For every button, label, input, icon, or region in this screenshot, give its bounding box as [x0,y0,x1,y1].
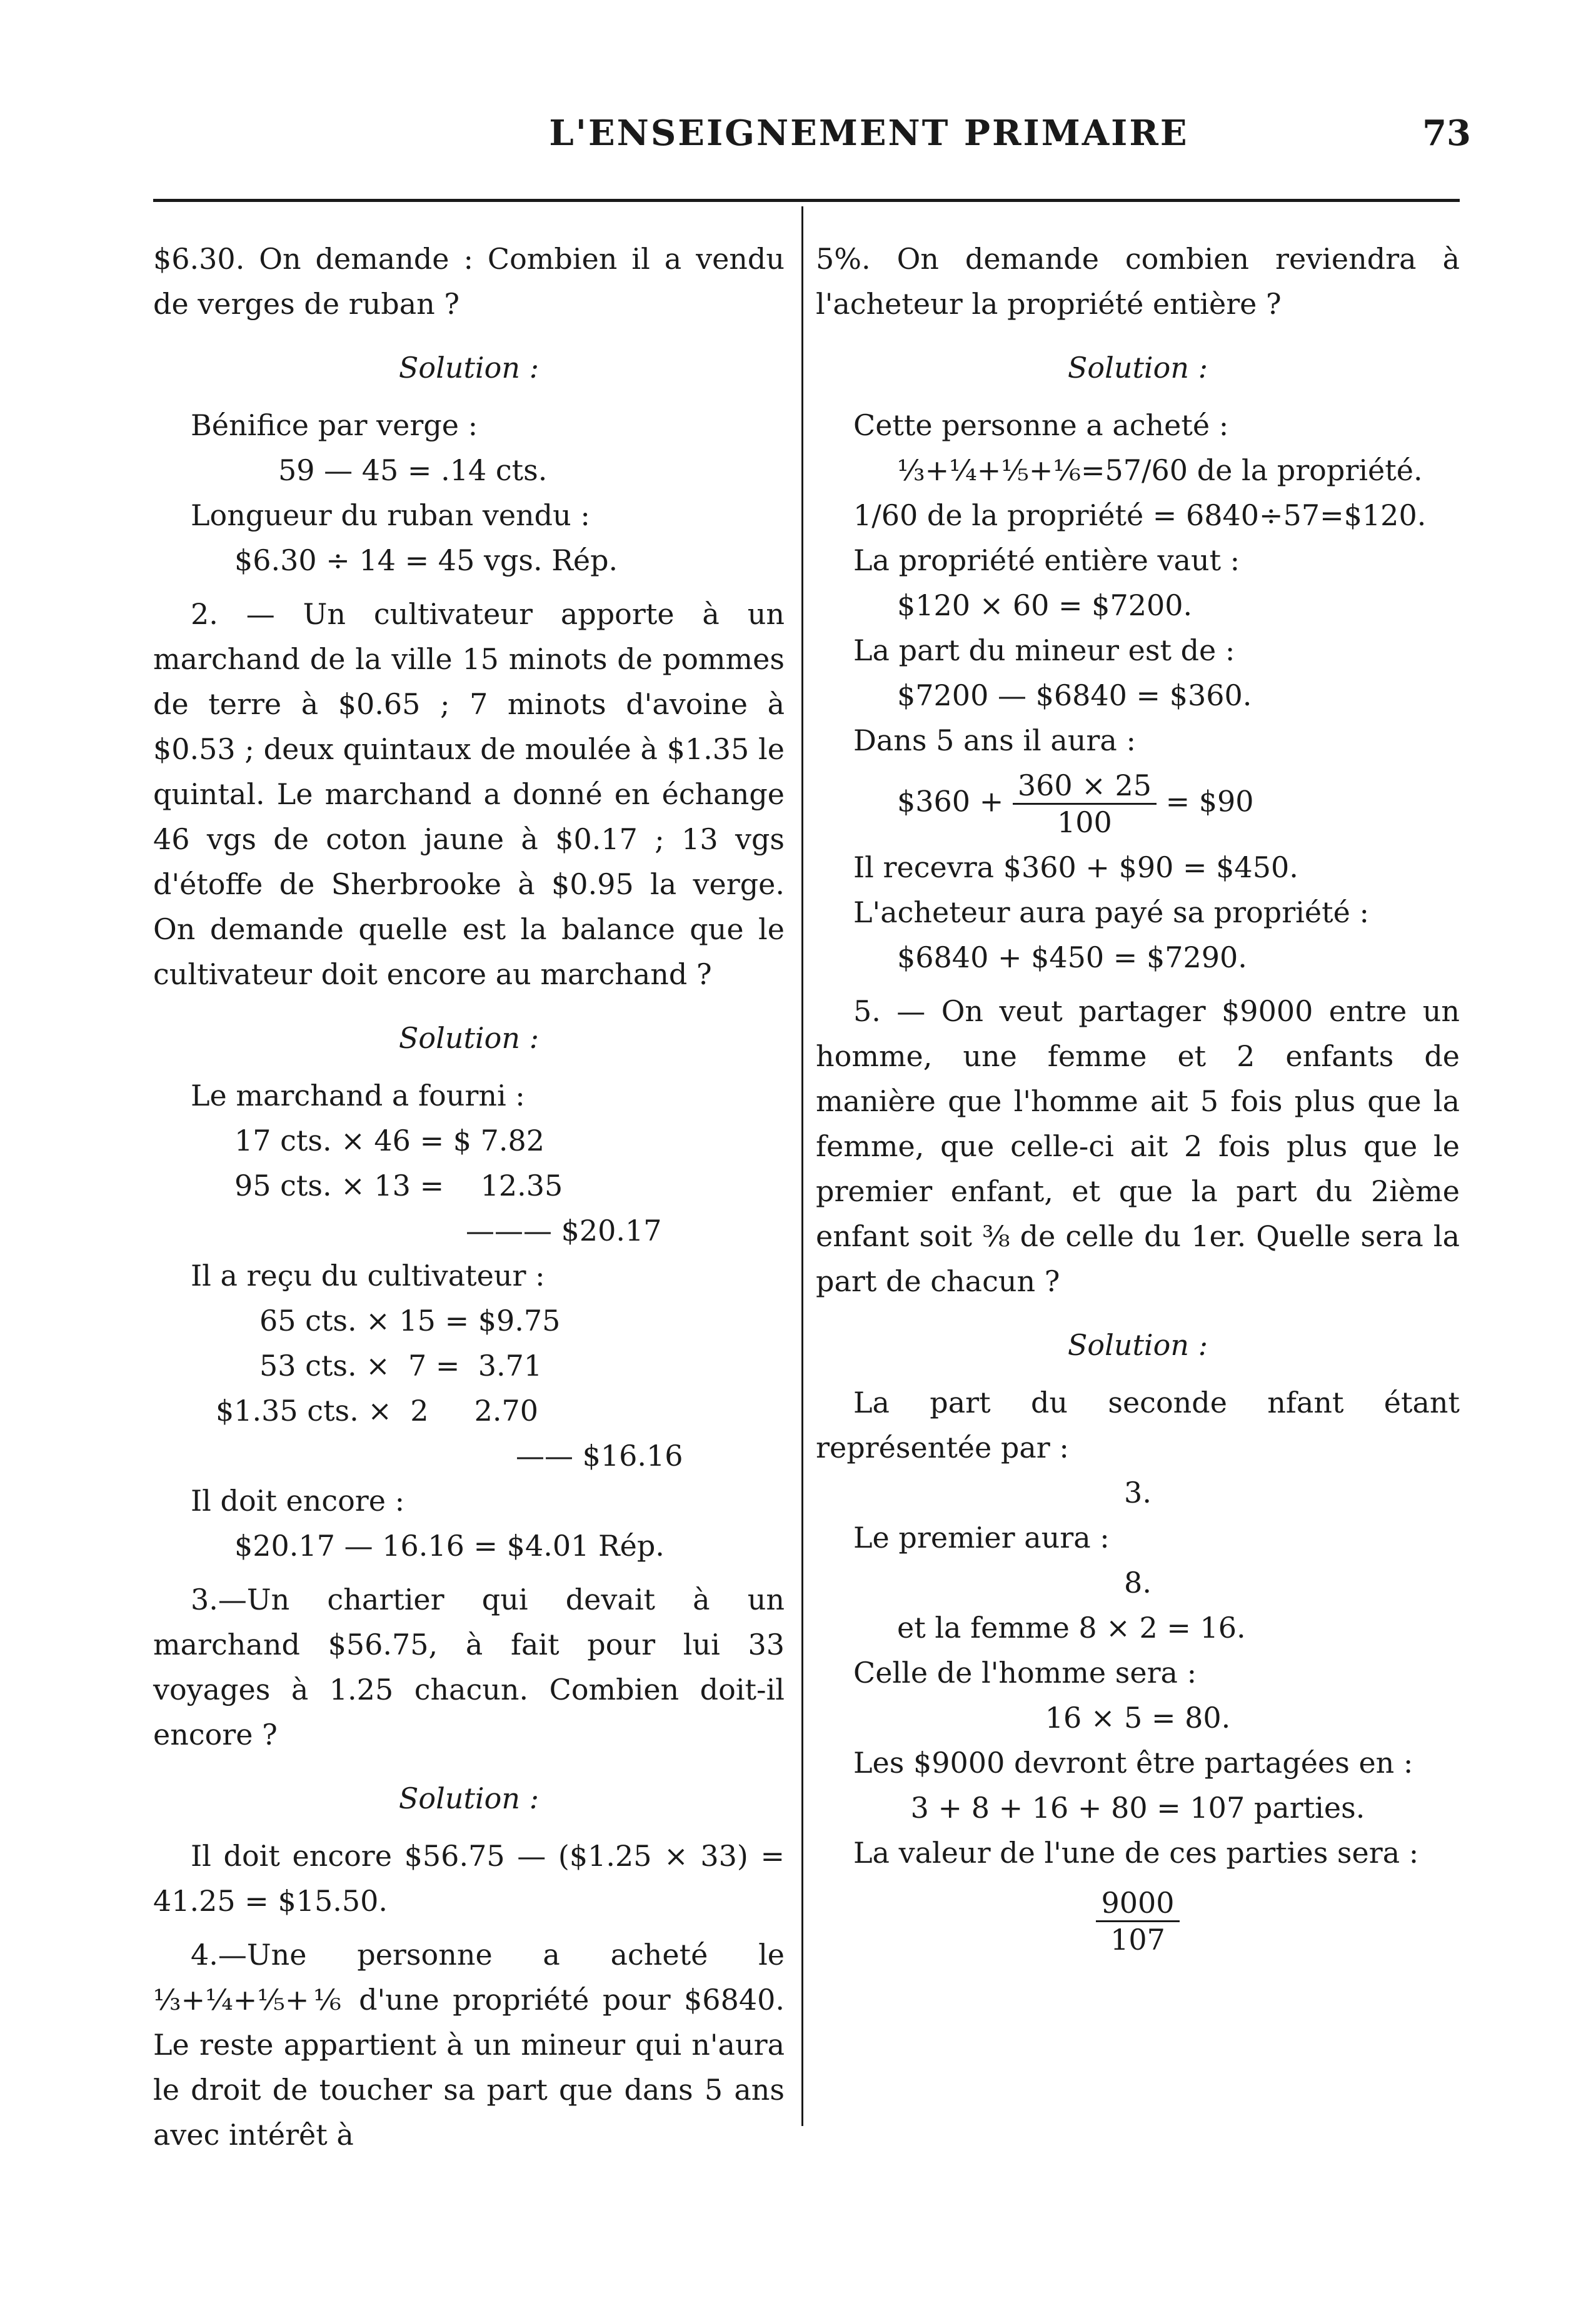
fraction-numerator: 360 × 25 [1013,768,1157,805]
header-rule [153,199,1460,202]
problem-2: 2. — Un cultivateur apporte à un marchand de la ville 15 minots de pommes de terre à $0.65 ; 7 minots d'avoine à $0.53 ; deux quintaux de moulée à $1.35 le quintal. Le marchand a donné en échange 46 vgs de coton jaune à $0.17 ; 13 vgs d'étoffe de Sherbrooke à $0.95 la verge. On demande quelle est la balance que le cultivateur doit encore au marchand ? [153,597,785,991]
solution-line: 1/60 de la propriété = 6840÷57=$120. [853,498,1427,532]
calc-line: 65 cts. × 15 = $9.75 [259,1304,561,1338]
solution-line: Longueur du ruban vendu : [191,498,590,532]
solution-line: $6.30 ÷ 14 = 45 vgs. Rép. [234,543,618,577]
calc-line: 95 cts. × 13 = 12.35 [234,1169,563,1202]
paragraph-continuation: $6.30. On demande : Combien il a vendu de verges de ruban ? [153,242,785,321]
solution-line: $120 × 60 = $7200. [897,588,1193,622]
solution-line: $20.17 — 16.16 = $4.01 Rép. [234,1529,665,1563]
solution-heading: Solution : [398,1781,540,1815]
solution-line: $6840 + $450 = $7290. [897,940,1247,974]
calc-total: —— $16.16 [516,1439,683,1473]
solution-line: Il recevra $360 + $90 = $450. [853,850,1298,884]
solution-line: 3. [1124,1476,1152,1509]
problem-4: 4.—Une personne a acheté le ⅓+¼+⅕+⅙ d'une propriété pour $6840. Le reste appartient à un mineur qui n'aura le droit de toucher sa part que dans 5 ans avec intérêt à [153,1938,785,2152]
solution-line: Dans 5 ans il aura : [853,723,1136,757]
final-fraction [1096,1885,1179,1957]
column-divider [801,206,803,2126]
solution-line: La part du seconde nfant étant représentée par : [816,1386,1460,1464]
solution-line: Celle de l'homme sera : [853,1656,1197,1690]
fraction-right: = $90 [1165,784,1254,819]
fraction-numerator: 9000 [1096,1885,1179,1922]
paragraph-continuation: 5%. On demande combien reviendra à l'acheteur la propriété entière ? [816,242,1460,321]
solution-line: La part du mineur est de : [853,633,1235,667]
solution-line: La valeur de l'une de ces parties sera : [853,1836,1419,1870]
calc-line: 53 cts. × 7 = 3.71 [259,1349,543,1383]
fraction-expression [816,768,1460,840]
solution-line: 59 — 45 = .14 cts. [278,453,548,487]
running-head: L'ENSEIGNEMENT PRIMAIRE [549,113,1189,154]
solution-heading: Solution : [398,1021,540,1055]
problem-3: 3.—Un chartier qui devait à un marchand $56.75, à fait pour lui 33 voyages à 1.25 chacun. Combien doit-il encore ? [153,1583,785,1751]
solution-line: 3 + 8 + 16 + 80 = 107 parties. [910,1791,1365,1825]
fraction-denominator: 100 [1057,805,1112,839]
page-number: 73 [1422,113,1471,154]
solution-line: Il doit encore : [191,1484,405,1518]
solution-line: ⅓+¼+⅕+⅙=57/60 de la propriété. [897,453,1423,487]
calc-line: 17 cts. × 46 = $ 7.82 [234,1124,545,1157]
solution-heading: Solution : [1067,351,1208,385]
solution-heading: Solution : [1067,1328,1208,1362]
solution-line: $7200 — $6840 = $360. [897,678,1252,712]
solution-line: Cette personne a acheté : [853,408,1229,442]
solution-line: Les $9000 devront être partagées en : [853,1746,1413,1780]
solution-line: Il a reçu du cultivateur : [191,1259,545,1293]
fraction-left: $360 + [897,784,1004,819]
solution-line: L'acheteur aura payé sa propriété : [853,895,1369,929]
solution-line: Il doit encore $56.75 — ($1.25 × 33) = 41.25 = $15.50. [153,1839,785,1918]
solution-heading: Solution : [398,351,540,385]
final-fraction-wrap [816,1885,1460,1957]
fraction-denominator: 107 [1110,1923,1165,1957]
left-column [153,236,785,2157]
solution-line: 8. [1124,1566,1152,1600]
solution-line: et la femme 8 × 2 = 16. [897,1611,1246,1645]
solution-line: La propriété entière vaut : [853,543,1240,577]
calc-total: ——— $20.17 [466,1214,662,1247]
solution-line: Bénifice par verge : [191,408,478,442]
calc-line: $1.35 cts. × 2 2.70 [216,1394,538,1428]
problem-5: 5. — On veut partager $9000 entre un homme, une femme et 2 enfants de manière que l'homme ait 5 fois plus que la femme, que celle-ci ait 2 fois plus que le premier enfant, et que la part du 2ième enfant soit ⅜ de celle du 1er. Quelle sera la part de chacun ? [816,994,1460,1298]
right-column [816,236,1460,1957]
solution-line: 16 × 5 = 80. [1045,1701,1231,1735]
fraction [1013,768,1157,840]
solution-line: Le marchand a fourni : [191,1079,525,1112]
solution-line: Le premier aura : [853,1521,1110,1555]
